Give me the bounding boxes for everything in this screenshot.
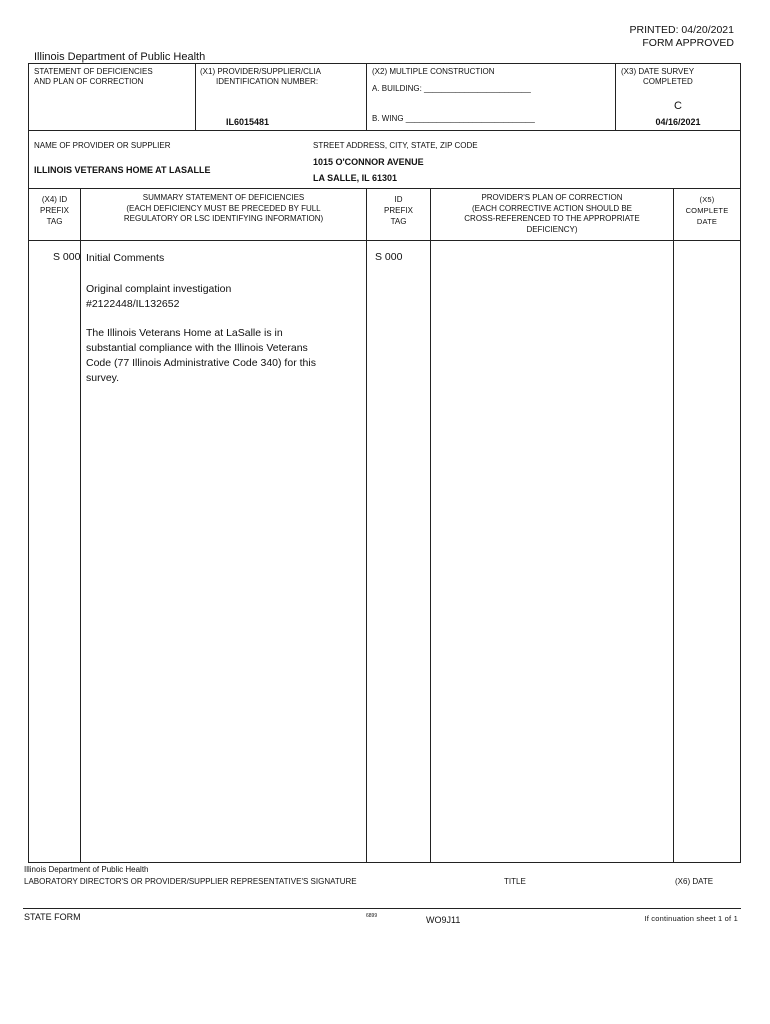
event-id: WO9J11	[426, 915, 461, 925]
provider-name-label: NAME OF PROVIDER OR SUPPLIER	[34, 141, 171, 150]
x1-label-line2: IDENTIFICATION NUMBER:	[216, 77, 319, 86]
id-header: ID PREFIX TAG	[384, 195, 413, 226]
provider-id-number: IL6015481	[226, 117, 270, 127]
wing-label: B. WING _____________________________	[372, 114, 535, 123]
x4-header: (X4) ID PREFIX TAG	[40, 195, 69, 226]
printed-date: PRINTED: 04/20/2021	[629, 24, 734, 36]
agency-name: Illinois Department of Public Health	[34, 51, 206, 63]
deficiency-tag: S 000	[53, 251, 81, 263]
entry-paragraph-1: Original complaint investigation #2122448/IL132652	[86, 283, 232, 310]
footer-agency: Illinois Department of Public Health	[24, 865, 149, 874]
x1-label-line1: (X1) PROVIDER/SUPPLIER/CLIA	[200, 67, 321, 76]
footer-divider	[23, 908, 741, 909]
entry-title: Initial Comments	[86, 252, 165, 264]
x5-header: (X5) COMPLETE DATE	[685, 195, 729, 226]
address-city: LA SALLE, IL 61301	[313, 173, 398, 183]
date-label: (X6) DATE	[675, 877, 714, 886]
x3-label-line1: (X3) DATE SURVEY	[621, 67, 695, 76]
state-form-label: STATE FORM	[24, 912, 81, 922]
address-street: 1015 O'CONNOR AVENUE	[313, 157, 424, 167]
survey-code: C	[674, 100, 682, 112]
plan-header: PROVIDER'S PLAN OF CORRECTION (EACH CORRECTIVE ACTION SHOULD BE CROSS-REFERENCED TO THE APPROPRIATE DEFICIENCY)	[464, 193, 640, 234]
statement-label-line2: AND PLAN OF CORRECTION	[34, 77, 144, 86]
x3-label-line2: COMPLETED	[643, 77, 693, 86]
provider-name: ILLINOIS VETERANS HOME AT LASALLE	[34, 165, 211, 175]
building-label: A. BUILDING: ________________________	[372, 84, 531, 93]
x2-label: (X2) MULTIPLE CONSTRUCTION	[372, 67, 495, 76]
continuation-label: If continuation sheet 1 of 1	[644, 914, 738, 923]
form-number: 6899	[366, 913, 378, 919]
address-label: STREET ADDRESS, CITY, STATE, ZIP CODE	[313, 141, 478, 150]
survey-date: 04/16/2021	[655, 117, 701, 127]
signature-label: LABORATORY DIRECTOR'S OR PROVIDER/SUPPLIER REPRESENTATIVE'S SIGNATURE	[24, 877, 357, 886]
summary-header: SUMMARY STATEMENT OF DEFICIENCIES (EACH DEFICIENCY MUST BE PRECEDED BY FULL REGULATORY OR LSC IDENTIFYING INFORMATION)	[123, 193, 324, 223]
form-approved: FORM APPROVED	[642, 37, 734, 49]
title-label: TITLE	[504, 877, 526, 886]
entry-paragraph-2: The Illinois Veterans Home at LaSalle is in substantial compliance with the Illinois Veterans Code (77 Illinois Administrative Code 340) for this survey.	[86, 327, 316, 384]
statement-label-line1: STATEMENT OF DEFICIENCIES	[34, 67, 153, 76]
plan-tag: S 000	[375, 251, 403, 263]
